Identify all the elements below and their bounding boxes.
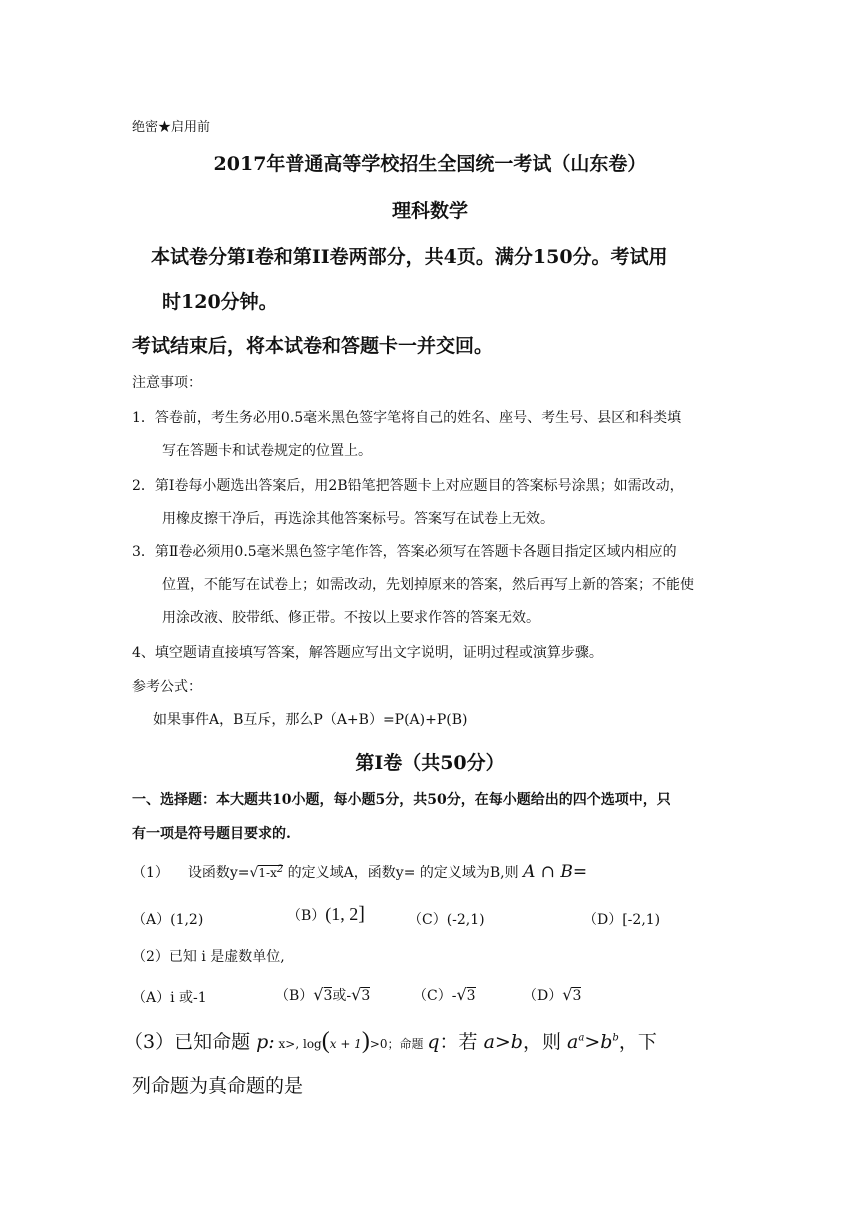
notice-3-line-2: 位置，不能写在试卷上；如需改动，先划掉原来的答案，然后再写上新的答案；不能使 [162,577,694,593]
question-1-text-a: 设函数y= [187,865,250,881]
question-3-line-2: 列命题为真命题的是 [132,1075,304,1097]
q1-option-c: （C）(-2,1) [408,912,485,928]
confidentiality-note: 绝密★启用前 [132,120,211,135]
question-1-number: （1） [132,865,169,881]
reference-heading: 参考公式： [132,679,202,695]
q2-option-c: （C）-√3 [413,985,476,1004]
notice-1-line-1: 1．答卷前，考生务必用0.5毫米黑色签字笔将自己的姓名、座号、考生号、县区和科类填 [132,410,682,426]
question-1-tail: A ∩ B= [523,862,588,882]
intro-line-2: 时120分钟。 [162,291,278,313]
notice-3-line-1: 3．第Ⅱ卷必须用0.5毫米黑色签字笔作答，答案必须写在答题卡各题目指定区域内相应的 [132,544,677,560]
notice-1-line-2: 写在答题卡和试卷规定的位置上。 [162,443,372,459]
question-3-line-1: （3）已知命题 p: x>, log(x + 1)>0；命题 q：若 a>b，则 $a^a>b^b$，下 [124,1028,657,1054]
q1-option-d: （D）[-2,1) [583,912,661,928]
intro-line-3: 考试结束后，将本试卷和答题卡一并交回。 [132,335,494,357]
question-2-stem: （2）已知 i 是虚数单位, [132,949,285,965]
notice-2-line-2: 用橡皮擦干净后，再选涂其他答案标号。答案写在试卷上无效。 [162,511,554,527]
q2-option-b: （B）√3或-√3 [275,985,371,1004]
part-1-title: 第I卷（共50分） [355,752,505,774]
question-1 [132,862,587,882]
q1-option-b-bracket: ] [358,903,365,925]
notice-heading: 注意事项： [132,375,202,391]
q2-option-a: （A）i 或-1 [132,990,207,1006]
q1-option-b [287,903,365,926]
q1-option-a: （A）(1,2) [132,912,204,928]
section-1-line-1: 一、选择题：本大题共10小题，每小题5分，共50分，在每小题给出的四个选项中，只 [132,792,671,808]
sqrt-symbol: √ [249,865,259,881]
notice-2-line-1: 2．第Ⅰ卷每小题选出答案后，用2B铅笔把答题卡上对应题目的答案标号涂黑；如需改动， [132,478,684,494]
reference-formula: 如果事件A，B互斥，那么P（A+B）=P(A)+P(B) [153,712,468,728]
exam-title: 2017年普通高等学校招生全国统一考试（山东卷） [213,153,647,175]
q1-option-b-label: （B） [287,908,326,924]
sqrt-content: $1-x^2$ [258,864,284,880]
q1-option-b-value: (1, 2 [325,904,359,924]
q2-option-d: （D）√3 [523,985,582,1004]
notice-4-line-1: 4、填空题请直接填写答案，解答题应写出文字说明，证明过程或演算步骤。 [132,645,603,661]
intro-line-1: 本试卷分第Ⅰ卷和第II卷两部分，共4页。满分150分。考试用 [151,246,668,268]
section-1-line-2: 有一项是符号题目要求的. [132,826,291,842]
question-1-text-b: 的定义域A，函数y= 的定义域为B,则 [283,865,524,881]
exam-subject: 理科数学 [391,200,468,222]
notice-3-line-3: 用涂改液、胶带纸、修正带。不按以上要求作答的答案无效。 [162,610,540,626]
